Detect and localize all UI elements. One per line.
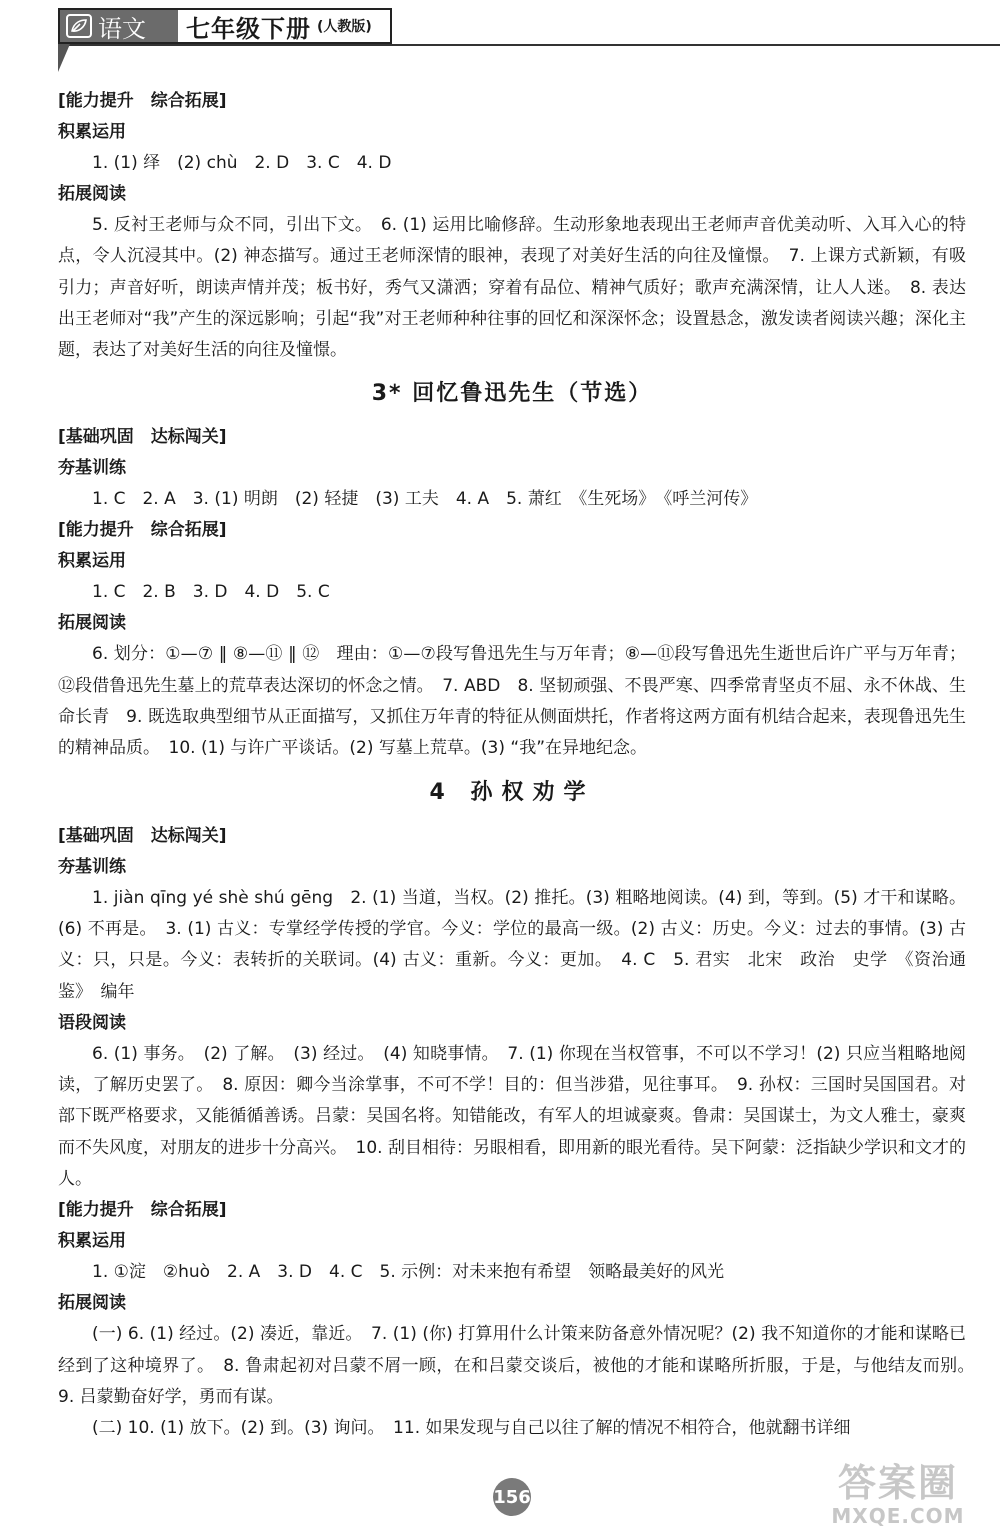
subject-badge xyxy=(58,8,392,44)
answer-line: 1. C 2. B 3. D 4. D 5. C xyxy=(92,582,330,603)
subsection-heading: 语段阅读 xyxy=(58,1012,126,1033)
answer-line: 1. ①淀 ②huò 2. A 3. D 4. C 5. 示例：对未来抱有希望 领略最美好的风光 xyxy=(92,1262,725,1283)
watermark xyxy=(808,1462,988,1530)
answer-paragraph: 6. 划分：①—⑦ ‖ ⑧—⑪ ‖ ⑫ 理由：①—⑦段写鲁迅先生与万年青；⑧—⑪段写鲁迅先生逝世后许广平与万年青；⑫段借鲁迅先生墓上的荒草表达深切的怀念之情。 7. ABD 8. 坚韧顽强、不畏严寒、四季常青坚贞不屈、永不休战、生命长青 9. 既选取典型细节从正面描写，又抓住万年青的特征从侧面烘托，作者将这两方面有机结合起来，表现鲁迅先生的精神品质。 10. (1) 与许广平谈话。(2) 写墓上荒草。(3) “我”在异地纪念。 xyxy=(58,644,966,759)
answer-line: 1. C 2. A 3. (1) 明朗 (2) 轻捷 (3) 工夫 4. A 5. 萧红 《生死场》 《呼兰河传》 xyxy=(92,489,758,510)
subsection-heading: 夯基训练 xyxy=(58,458,126,479)
badge-subject-block xyxy=(60,10,178,42)
watermark-logo-text: 答案圈 xyxy=(837,1461,958,1505)
subsection-heading: 夯基训练 xyxy=(58,856,126,877)
answer-paragraph: 6. (1) 事务。 (2) 了解。 (3) 经过。 (4) 知晓事情。 7. (1) 你现在当权管事，不可以不学习！(2) 只应当粗略地阅读，了解历史罢了。 8. 原因：卿今当涂掌事，不可不学！目的：但当涉猎，见往事耳。 9. 孙权：三国时吴国国君。对部下既严格要求，又能循循善诱。吕蒙：吴国名将。知错能改，有军人的坦诚豪爽。鲁肃：吴国谋士，为文人雅士，豪爽而不失风度，对朋友的进步十分高兴。 10. 刮目相待：另眼相看，即用新的眼光看待。吴下阿蒙：泛指缺少学识和文才的人。 xyxy=(58,1043,966,1190)
subsection-heading: 拓展阅读 xyxy=(58,613,126,634)
answer-content xyxy=(58,86,983,1445)
answer-paragraph: 1. jiàn qīng yé shè shú gēng 2. (1) 当道，当权。(2) 推托。(3) 粗略地阅读。(4) 到，等到。(5) 才干和谋略。(6) 不再是。 3. (1) 古义：专掌经学传授的学官。今义：学位的最高一级。(2) 古义：历史。今义：过去的事情。(3) 古义：只，只是。今义：表转折的关联词。(4) 古义：重新。今义：更加。 4. C 5. 君实 北宋 政治 史学 《资治通鉴》 编年 xyxy=(58,887,966,1002)
subject-label: 语文 xyxy=(98,14,146,43)
subsection-heading: 积累运用 xyxy=(58,1231,126,1252)
badge-book-block xyxy=(178,10,390,42)
subsection-heading: 拓展阅读 xyxy=(58,1293,126,1314)
header-rule-tail xyxy=(58,44,70,72)
subsection-heading: 积累运用 xyxy=(58,551,126,572)
section-tag: [能力提升 综合拓展] xyxy=(58,1200,227,1221)
subsection-heading: 拓展阅读 xyxy=(58,184,126,204)
section-tag: [基础巩固 达标闯关] xyxy=(58,825,227,846)
section-tag: [能力提升 综合拓展] xyxy=(58,91,227,111)
book-edition: (人教版) xyxy=(317,19,372,35)
lesson-title: 3* 回忆鲁迅先生（节选） xyxy=(371,381,653,407)
book-title: 七年级下册 xyxy=(186,14,311,43)
subsection-heading: 积累运用 xyxy=(58,122,126,142)
answer-paragraph: (二) 10. (1) 放下。(2) 到。(3) 询问。 11. 如果发现与自己以往了解的情况不相符合，他就翻书详细 xyxy=(92,1418,851,1439)
page-number: 156 xyxy=(493,1478,531,1516)
header-rule xyxy=(58,44,1000,46)
section-tag: [能力提升 综合拓展] xyxy=(58,520,227,541)
watermark-url: MXQE.COM xyxy=(831,1504,965,1528)
answer-paragraph: (一) 6. (1) 经过。(2) 凑近，靠近。 7. (1) (你) 打算用什么计策来防备意外情况呢？(2) 我不知道你的才能和谋略已经到了这种境界了。 8. 鲁肃起初对吕蒙不屑一顾，在和吕蒙交谈后，被他的才能和谋略所折服，于是，与他结友而别。 9. 吕蒙勤奋好学，勇而有谋。 xyxy=(58,1324,983,1407)
section-tag: [基础巩固 达标闯关] xyxy=(58,427,227,448)
leaf-icon xyxy=(66,14,92,38)
answer-line: 1. (1) 绎 (2) chù 2. D 3. C 4. D xyxy=(92,153,392,173)
lesson-title: 4 孙权劝学 xyxy=(429,779,595,805)
answer-paragraph: 5. 反衬王老师与众不同，引出下文。 6. (1) 运用比喻修辞。生动形象地表现出王老师声音优美动听、入耳入心的特点，令人沉浸其中。(2) 神态描写。通过王老师深情的眼神，表现了对美好生活的向往及憧憬。 7. 上课方式新颖，有吸引力；声音好听，朗读声情并茂；板书好，秀气又潇洒；穿着有品位、精神气质好；歌声充满深情，让人人迷。 8. 表达出王老师对“我”产生的深远影响；引起“我”对王老师种种往事的回忆和深深怀念；设置悬念，激发读者阅读兴趣；深化主题，表达了对美好生活的向往及憧憬。 xyxy=(58,215,966,361)
